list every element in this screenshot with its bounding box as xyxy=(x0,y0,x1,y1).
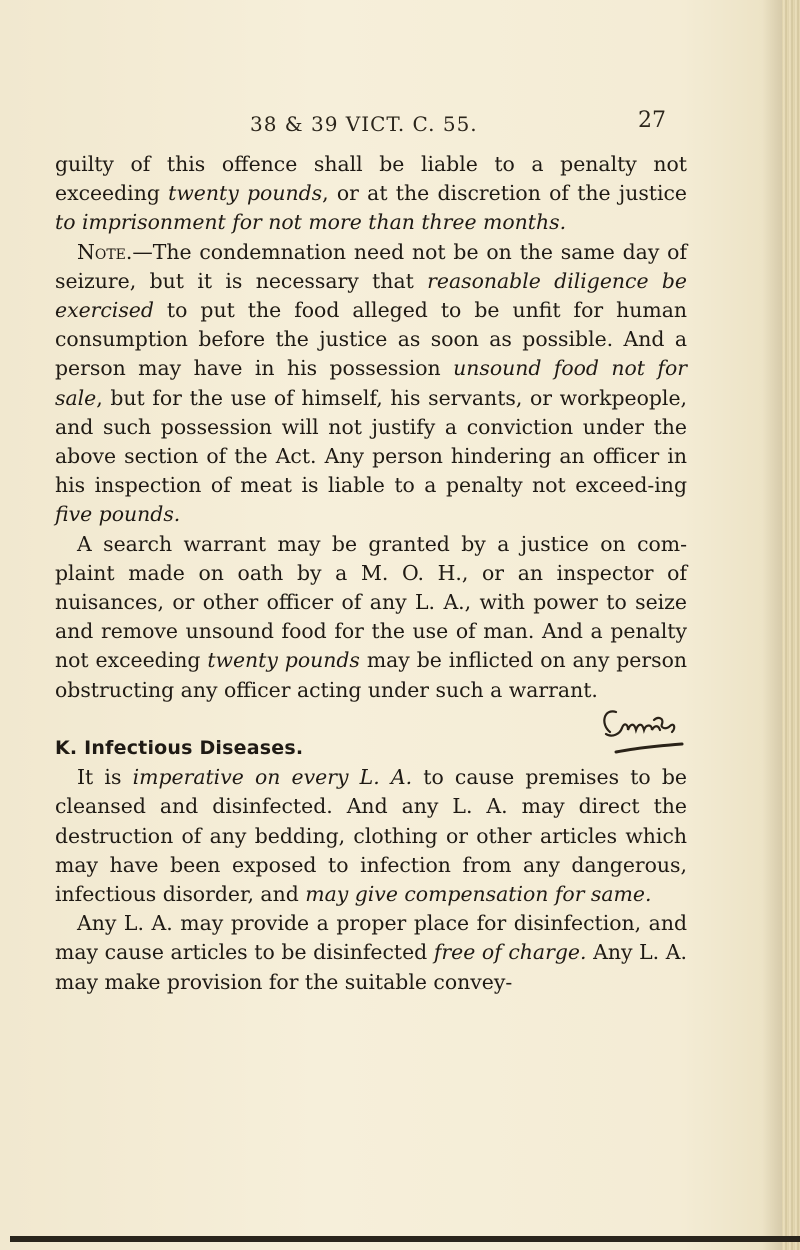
paragraph-penalty: guilty of this offence shall be liable to a penalty not exceeding twenty pounds, or at the discretion of the justice to imprisonment for not more than three months. xyxy=(55,152,687,235)
paragraph-search-warrant: A search warrant may be granted by a justice on com-plaint made on oath by a M. O. H., or an inspector of nuisances, or other officer of any L. A., with power to seize and remove unsound food for the use of man. And a penalty not exceeding twenty pounds may be inflicted on any person obstructing any officer acting under such a warrant. xyxy=(55,531,687,702)
bottom-edge-rule xyxy=(10,1236,800,1242)
section-heading-infectious-diseases: K. Infectious Diseases. xyxy=(55,737,304,760)
paragraph-note: Note.—The condemnation need not be on the same day of seizure, but it is necessary that reasonable diligence be exercised to put the food alleged to be unfit for human consumption before the justice as soon as possible. And a person may have in his possession unsound food not for sale, but for the use of himself, his servants, or workpeople, and such possession will not justify a conviction under the above section of the Act. Any person hindering an officer in his inspection of meat is liable to a penalty not exceed-ing five pounds. xyxy=(55,239,687,527)
handwritten-signature xyxy=(596,694,686,756)
body-text xyxy=(55,150,687,997)
note-label: Note. xyxy=(77,239,133,264)
section-spacer xyxy=(55,705,687,734)
page-number: 27 xyxy=(638,108,666,133)
page-stack-edge xyxy=(782,0,800,1250)
running-head: 38 & 39 VICT. C. 55. xyxy=(250,112,478,136)
paragraph-disinfection: Any L. A. may provide a proper place for disinfection, and may cause articles to be disinfected free of charge. Any L. A. may make provision for the suitable convey- xyxy=(55,911,687,994)
binding-shadow xyxy=(762,0,782,1250)
paragraph-cleansing: It is imperative on every L. A. to cause premises to be cleansed and disinfected. And any L. A. may direct the destruction of any bedding, clothing or other articles which may have been exposed to infection from any dangerous, infectious disorder, and may give compensation for same. xyxy=(55,765,688,907)
